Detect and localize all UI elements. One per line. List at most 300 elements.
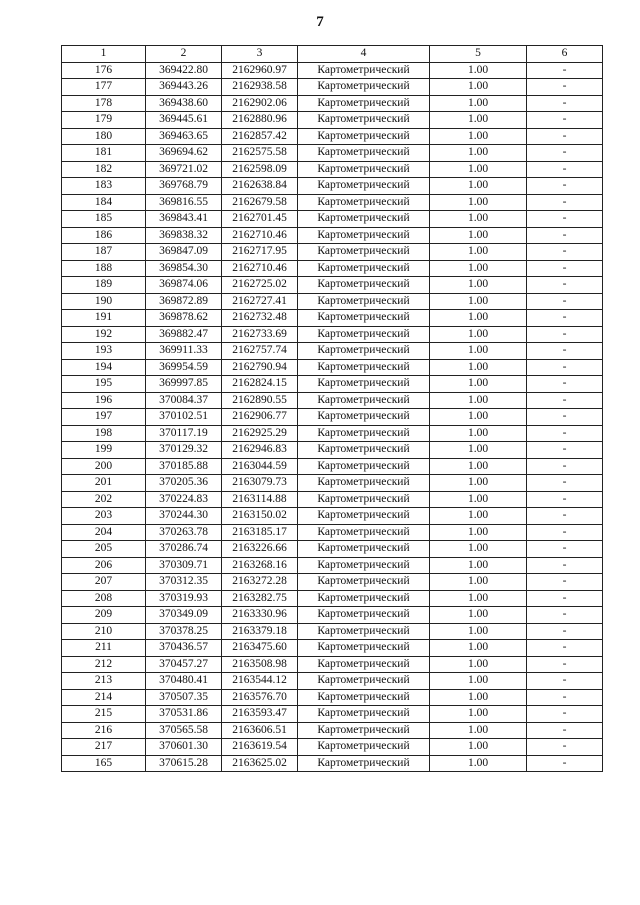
cell-accuracy: 1.00 — [430, 458, 527, 475]
cell-method: Картометрический — [298, 244, 430, 261]
cell-accuracy: 1.00 — [430, 293, 527, 310]
cell-point-number: 217 — [62, 739, 146, 756]
cell-method: Картометрический — [298, 491, 430, 508]
cell-method: Картометрический — [298, 95, 430, 112]
cell-point-number: 196 — [62, 392, 146, 409]
cell-accuracy: 1.00 — [430, 277, 527, 294]
cell-method: Картометрический — [298, 293, 430, 310]
cell-point-number: 215 — [62, 706, 146, 723]
cell-coordinate-x: 370615.28 — [146, 755, 222, 772]
cell-coordinate-x: 369997.85 — [146, 376, 222, 393]
table-row — [62, 656, 603, 673]
cell-coordinate-y: 2162575.58 — [222, 145, 298, 162]
table-row — [62, 343, 603, 360]
cell-coordinate-x: 370244.30 — [146, 508, 222, 525]
cell-note: - — [527, 656, 603, 673]
cell-coordinate-y: 2162790.94 — [222, 359, 298, 376]
column-header-3: 3 — [222, 46, 298, 63]
cell-note: - — [527, 442, 603, 459]
cell-method: Картометрический — [298, 79, 430, 96]
cell-method: Картометрический — [298, 392, 430, 409]
cell-note: - — [527, 112, 603, 129]
column-header-1: 1 — [62, 46, 146, 63]
cell-method: Картометрический — [298, 607, 430, 624]
cell-point-number: 205 — [62, 541, 146, 558]
cell-coordinate-y: 2163150.02 — [222, 508, 298, 525]
cell-coordinate-y: 2163226.66 — [222, 541, 298, 558]
cell-note: - — [527, 673, 603, 690]
table-row — [62, 475, 603, 492]
cell-coordinate-x: 370507.35 — [146, 689, 222, 706]
cell-method: Картометрический — [298, 227, 430, 244]
cell-note: - — [527, 293, 603, 310]
cell-coordinate-x: 370263.78 — [146, 524, 222, 541]
cell-method: Картометрический — [298, 376, 430, 393]
cell-accuracy: 1.00 — [430, 128, 527, 145]
cell-coordinate-x: 369438.60 — [146, 95, 222, 112]
cell-method: Картометрический — [298, 640, 430, 657]
table-row — [62, 161, 603, 178]
cell-method: Картометрический — [298, 475, 430, 492]
table-row — [62, 673, 603, 690]
cell-coordinate-x: 370378.25 — [146, 623, 222, 640]
cell-coordinate-y: 2163268.16 — [222, 557, 298, 574]
cell-coordinate-x: 370436.57 — [146, 640, 222, 657]
table-row — [62, 310, 603, 327]
cell-point-number: 184 — [62, 194, 146, 211]
cell-coordinate-x: 369816.55 — [146, 194, 222, 211]
cell-method: Картометрический — [298, 310, 430, 327]
cell-note: - — [527, 359, 603, 376]
cell-coordinate-y: 2162710.46 — [222, 227, 298, 244]
cell-coordinate-x: 369768.79 — [146, 178, 222, 195]
cell-note: - — [527, 491, 603, 508]
cell-accuracy: 1.00 — [430, 425, 527, 442]
cell-accuracy: 1.00 — [430, 310, 527, 327]
cell-coordinate-x: 369882.47 — [146, 326, 222, 343]
table-row — [62, 112, 603, 129]
cell-note: - — [527, 211, 603, 228]
cell-note: - — [527, 640, 603, 657]
cell-method: Картометрический — [298, 557, 430, 574]
cell-note: - — [527, 227, 603, 244]
cell-note: - — [527, 409, 603, 426]
cell-coordinate-x: 370531.86 — [146, 706, 222, 723]
cell-method: Картометрический — [298, 128, 430, 145]
cell-point-number: 203 — [62, 508, 146, 525]
cell-point-number: 210 — [62, 623, 146, 640]
table-row — [62, 607, 603, 624]
cell-note: - — [527, 310, 603, 327]
cell-coordinate-y: 2162857.42 — [222, 128, 298, 145]
column-header-4: 4 — [298, 46, 430, 63]
cell-point-number: 186 — [62, 227, 146, 244]
cell-method: Картометрический — [298, 524, 430, 541]
table-row — [62, 491, 603, 508]
cell-point-number: 182 — [62, 161, 146, 178]
cell-coordinate-y: 2162960.97 — [222, 62, 298, 79]
cell-point-number: 213 — [62, 673, 146, 690]
cell-accuracy: 1.00 — [430, 260, 527, 277]
cell-note: - — [527, 343, 603, 360]
cell-point-number: 204 — [62, 524, 146, 541]
cell-method: Картометрический — [298, 326, 430, 343]
cell-coordinate-x: 370312.35 — [146, 574, 222, 591]
cell-method: Картометрический — [298, 343, 430, 360]
cell-method: Картометрический — [298, 277, 430, 294]
cell-accuracy: 1.00 — [430, 590, 527, 607]
cell-coordinate-x: 370565.58 — [146, 722, 222, 739]
cell-method: Картометрический — [298, 161, 430, 178]
cell-note: - — [527, 475, 603, 492]
table-row — [62, 524, 603, 541]
cell-point-number: 176 — [62, 62, 146, 79]
cell-coordinate-x: 370286.74 — [146, 541, 222, 558]
cell-point-number: 189 — [62, 277, 146, 294]
cell-note: - — [527, 178, 603, 195]
cell-point-number: 193 — [62, 343, 146, 360]
cell-point-number: 199 — [62, 442, 146, 459]
table-row — [62, 706, 603, 723]
table-row — [62, 145, 603, 162]
cell-coordinate-x: 370309.71 — [146, 557, 222, 574]
cell-point-number: 202 — [62, 491, 146, 508]
cell-method: Картометрический — [298, 739, 430, 756]
cell-accuracy: 1.00 — [430, 194, 527, 211]
cell-coordinate-y: 2162598.09 — [222, 161, 298, 178]
cell-note: - — [527, 458, 603, 475]
cell-coordinate-x: 369872.89 — [146, 293, 222, 310]
cell-coordinate-y: 2163379.18 — [222, 623, 298, 640]
cell-coordinate-x: 370601.30 — [146, 739, 222, 756]
header-row — [62, 46, 603, 63]
table-row — [62, 244, 603, 261]
cell-method: Картометрический — [298, 590, 430, 607]
cell-accuracy: 1.00 — [430, 178, 527, 195]
cell-accuracy: 1.00 — [430, 574, 527, 591]
cell-method: Картометрический — [298, 574, 430, 591]
cell-point-number: 191 — [62, 310, 146, 327]
cell-coordinate-y: 2162880.96 — [222, 112, 298, 129]
cell-coordinate-x: 370205.36 — [146, 475, 222, 492]
cell-coordinate-x: 369847.09 — [146, 244, 222, 261]
cell-note: - — [527, 508, 603, 525]
cell-method: Картометрический — [298, 145, 430, 162]
cell-coordinate-y: 2162946.83 — [222, 442, 298, 459]
table-row — [62, 425, 603, 442]
cell-note: - — [527, 425, 603, 442]
table-row — [62, 128, 603, 145]
cell-method: Картометрический — [298, 211, 430, 228]
cell-note: - — [527, 161, 603, 178]
coordinates-table — [61, 45, 603, 772]
cell-coordinate-y: 2162925.29 — [222, 425, 298, 442]
cell-accuracy: 1.00 — [430, 79, 527, 96]
cell-point-number: 188 — [62, 260, 146, 277]
cell-accuracy: 1.00 — [430, 640, 527, 657]
cell-coordinate-y: 2162638.84 — [222, 178, 298, 195]
cell-coordinate-x: 370129.32 — [146, 442, 222, 459]
cell-point-number: 211 — [62, 640, 146, 657]
cell-coordinate-x: 369721.02 — [146, 161, 222, 178]
cell-accuracy: 1.00 — [430, 607, 527, 624]
cell-coordinate-x: 369874.06 — [146, 277, 222, 294]
cell-coordinate-y: 2162938.58 — [222, 79, 298, 96]
cell-accuracy: 1.00 — [430, 442, 527, 459]
cell-point-number: 185 — [62, 211, 146, 228]
cell-note: - — [527, 326, 603, 343]
cell-point-number: 179 — [62, 112, 146, 129]
cell-point-number: 197 — [62, 409, 146, 426]
cell-coordinate-y: 2162733.69 — [222, 326, 298, 343]
cell-accuracy: 1.00 — [430, 508, 527, 525]
cell-coordinate-y: 2162906.77 — [222, 409, 298, 426]
cell-accuracy: 1.00 — [430, 557, 527, 574]
cell-coordinate-y: 2163079.73 — [222, 475, 298, 492]
cell-coordinate-y: 2163475.60 — [222, 640, 298, 657]
cell-note: - — [527, 590, 603, 607]
cell-point-number: 212 — [62, 656, 146, 673]
table-row — [62, 409, 603, 426]
cell-note: - — [527, 574, 603, 591]
cell-accuracy: 1.00 — [430, 409, 527, 426]
column-header-6: 6 — [527, 46, 603, 63]
cell-accuracy: 1.00 — [430, 326, 527, 343]
cell-accuracy: 1.00 — [430, 359, 527, 376]
cell-coordinate-x: 369854.30 — [146, 260, 222, 277]
cell-point-number: 201 — [62, 475, 146, 492]
cell-note: - — [527, 128, 603, 145]
cell-accuracy: 1.00 — [430, 524, 527, 541]
cell-coordinate-x: 370480.41 — [146, 673, 222, 690]
cell-accuracy: 1.00 — [430, 541, 527, 558]
cell-coordinate-x: 369445.61 — [146, 112, 222, 129]
cell-accuracy: 1.00 — [430, 689, 527, 706]
cell-coordinate-y: 2163330.96 — [222, 607, 298, 624]
table-row — [62, 227, 603, 244]
cell-note: - — [527, 95, 603, 112]
cell-method: Картометрический — [298, 112, 430, 129]
cell-coordinate-y: 2163114.88 — [222, 491, 298, 508]
cell-coordinate-x: 369954.59 — [146, 359, 222, 376]
cell-note: - — [527, 623, 603, 640]
cell-accuracy: 1.00 — [430, 755, 527, 772]
cell-accuracy: 1.00 — [430, 739, 527, 756]
cell-point-number: 195 — [62, 376, 146, 393]
table-row — [62, 95, 603, 112]
cell-note: - — [527, 194, 603, 211]
table-row — [62, 79, 603, 96]
table-row — [62, 442, 603, 459]
table-row — [62, 194, 603, 211]
cell-point-number: 165 — [62, 755, 146, 772]
cell-accuracy: 1.00 — [430, 392, 527, 409]
cell-coordinate-x: 369443.26 — [146, 79, 222, 96]
cell-note: - — [527, 376, 603, 393]
table-row — [62, 178, 603, 195]
cell-accuracy: 1.00 — [430, 623, 527, 640]
table-row — [62, 458, 603, 475]
cell-method: Картометрический — [298, 706, 430, 723]
cell-accuracy: 1.00 — [430, 62, 527, 79]
cell-point-number: 206 — [62, 557, 146, 574]
table-row — [62, 739, 603, 756]
cell-coordinate-y: 2162679.58 — [222, 194, 298, 211]
cell-note: - — [527, 607, 603, 624]
cell-coordinate-y: 2163272.28 — [222, 574, 298, 591]
cell-point-number: 183 — [62, 178, 146, 195]
cell-accuracy: 1.00 — [430, 475, 527, 492]
table-row — [62, 392, 603, 409]
cell-coordinate-y: 2163619.54 — [222, 739, 298, 756]
cell-coordinate-x: 370185.88 — [146, 458, 222, 475]
page-number: 7 — [316, 14, 324, 30]
cell-accuracy: 1.00 — [430, 227, 527, 244]
cell-coordinate-x: 370102.51 — [146, 409, 222, 426]
cell-coordinate-y: 2162717.95 — [222, 244, 298, 261]
cell-note: - — [527, 755, 603, 772]
cell-coordinate-x: 369422.80 — [146, 62, 222, 79]
cell-coordinate-y: 2163282.75 — [222, 590, 298, 607]
cell-accuracy: 1.00 — [430, 656, 527, 673]
cell-coordinate-y: 2162727.41 — [222, 293, 298, 310]
cell-accuracy: 1.00 — [430, 706, 527, 723]
cell-coordinate-x: 370349.09 — [146, 607, 222, 624]
cell-coordinate-y: 2162757.74 — [222, 343, 298, 360]
cell-point-number: 208 — [62, 590, 146, 607]
table-row — [62, 376, 603, 393]
cell-point-number: 216 — [62, 722, 146, 739]
cell-coordinate-x: 370457.27 — [146, 656, 222, 673]
cell-coordinate-x: 369694.62 — [146, 145, 222, 162]
table-row — [62, 541, 603, 558]
cell-note: - — [527, 244, 603, 261]
cell-method: Картометрический — [298, 722, 430, 739]
table-row — [62, 277, 603, 294]
table-row — [62, 293, 603, 310]
cell-coordinate-y: 2163606.51 — [222, 722, 298, 739]
cell-coordinate-x: 369838.32 — [146, 227, 222, 244]
cell-method: Картометрический — [298, 442, 430, 459]
cell-accuracy: 1.00 — [430, 673, 527, 690]
table-row — [62, 755, 603, 772]
cell-note: - — [527, 689, 603, 706]
cell-accuracy: 1.00 — [430, 145, 527, 162]
cell-coordinate-x: 369843.41 — [146, 211, 222, 228]
cell-note: - — [527, 706, 603, 723]
cell-point-number: 178 — [62, 95, 146, 112]
table-row — [62, 359, 603, 376]
cell-point-number: 214 — [62, 689, 146, 706]
cell-point-number: 209 — [62, 607, 146, 624]
cell-method: Картометрический — [298, 673, 430, 690]
cell-coordinate-x: 370084.37 — [146, 392, 222, 409]
table-row — [62, 62, 603, 79]
cell-method: Картометрический — [298, 755, 430, 772]
table-row — [62, 640, 603, 657]
cell-point-number: 180 — [62, 128, 146, 145]
table-row — [62, 722, 603, 739]
cell-coordinate-y: 2162710.46 — [222, 260, 298, 277]
cell-coordinate-y: 2162890.55 — [222, 392, 298, 409]
cell-note: - — [527, 260, 603, 277]
cell-accuracy: 1.00 — [430, 722, 527, 739]
cell-note: - — [527, 62, 603, 79]
cell-method: Картометрический — [298, 178, 430, 195]
cell-point-number: 200 — [62, 458, 146, 475]
table-body — [62, 62, 603, 772]
cell-point-number: 194 — [62, 359, 146, 376]
cell-accuracy: 1.00 — [430, 491, 527, 508]
cell-point-number: 198 — [62, 425, 146, 442]
cell-method: Картометрический — [298, 359, 430, 376]
cell-method: Картометрический — [298, 541, 430, 558]
cell-accuracy: 1.00 — [430, 343, 527, 360]
cell-coordinate-x: 370319.93 — [146, 590, 222, 607]
cell-coordinate-x: 369911.33 — [146, 343, 222, 360]
cell-coordinate-y: 2162725.02 — [222, 277, 298, 294]
cell-method: Картометрический — [298, 260, 430, 277]
cell-point-number: 190 — [62, 293, 146, 310]
cell-method: Картометрический — [298, 623, 430, 640]
table-row — [62, 326, 603, 343]
table-row — [62, 590, 603, 607]
cell-coordinate-x: 370117.19 — [146, 425, 222, 442]
cell-method: Картометрический — [298, 508, 430, 525]
cell-note: - — [527, 79, 603, 96]
cell-accuracy: 1.00 — [430, 244, 527, 261]
table-row — [62, 508, 603, 525]
table-header — [62, 46, 603, 63]
cell-coordinate-y: 2162902.06 — [222, 95, 298, 112]
table-row — [62, 557, 603, 574]
cell-coordinate-y: 2162701.45 — [222, 211, 298, 228]
cell-accuracy: 1.00 — [430, 376, 527, 393]
cell-point-number: 181 — [62, 145, 146, 162]
cell-method: Картометрический — [298, 689, 430, 706]
cell-point-number: 207 — [62, 574, 146, 591]
cell-accuracy: 1.00 — [430, 112, 527, 129]
cell-note: - — [527, 277, 603, 294]
cell-coordinate-y: 2162824.15 — [222, 376, 298, 393]
cell-accuracy: 1.00 — [430, 95, 527, 112]
table-row — [62, 623, 603, 640]
table-row — [62, 260, 603, 277]
column-header-5: 5 — [430, 46, 527, 63]
cell-coordinate-y: 2163625.02 — [222, 755, 298, 772]
cell-accuracy: 1.00 — [430, 161, 527, 178]
cell-point-number: 177 — [62, 79, 146, 96]
cell-method: Картометрический — [298, 409, 430, 426]
cell-coordinate-y: 2163185.17 — [222, 524, 298, 541]
cell-note: - — [527, 541, 603, 558]
cell-method: Картометрический — [298, 458, 430, 475]
cell-note: - — [527, 557, 603, 574]
column-header-2: 2 — [146, 46, 222, 63]
cell-coordinate-y: 2163508.98 — [222, 656, 298, 673]
cell-note: - — [527, 145, 603, 162]
cell-method: Картометрический — [298, 62, 430, 79]
cell-coordinate-y: 2163544.12 — [222, 673, 298, 690]
cell-method: Картометрический — [298, 425, 430, 442]
table-row — [62, 574, 603, 591]
cell-note: - — [527, 739, 603, 756]
cell-coordinate-x: 369463.65 — [146, 128, 222, 145]
cell-coordinate-y: 2162732.48 — [222, 310, 298, 327]
cell-coordinate-x: 370224.83 — [146, 491, 222, 508]
cell-point-number: 192 — [62, 326, 146, 343]
cell-point-number: 187 — [62, 244, 146, 261]
